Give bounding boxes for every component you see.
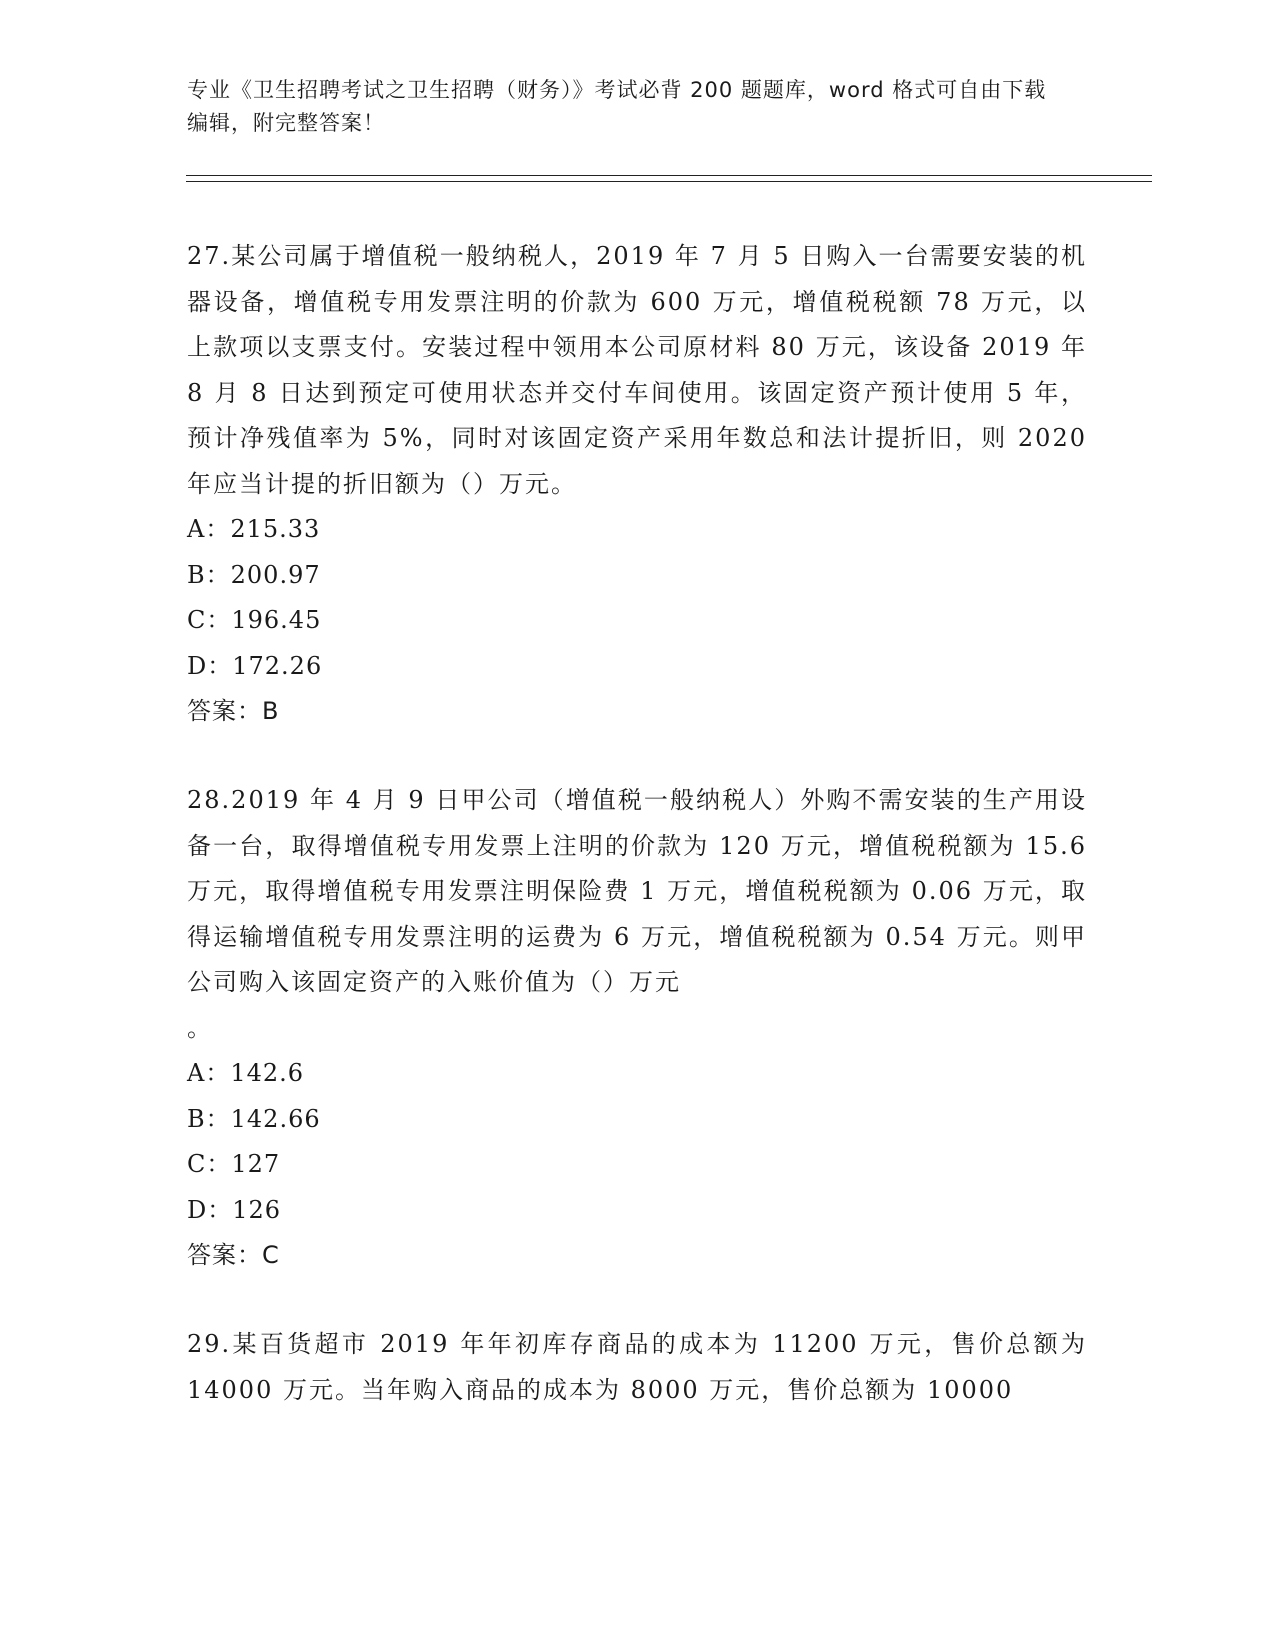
option-list (187, 1051, 1087, 1233)
question-stem-tail: 。 (187, 1013, 213, 1042)
option-b: B：200.97 (187, 560, 321, 589)
document-header: 专业《卫生招聘考试之卫生招聘（财务）》考试必背 200 题题库，word 格式可自由下载编辑，附完整答案！ (187, 78, 1047, 135)
question-stem (187, 778, 1087, 1051)
question-stem: 29.某百货超市 2019 年年初库存商品的成本为 11200 万元，售价总额为 14000 万元。当年购入商品的成本为 8000 万元，售价总额为 10000 (187, 1330, 1087, 1404)
option-d: D：126 (187, 1195, 282, 1224)
option-c: C：127 (187, 1150, 281, 1178)
answer-line: 答案：C (187, 1241, 280, 1269)
option-d: D：172.26 (187, 651, 323, 680)
option-b: B：142.66 (187, 1104, 321, 1133)
header-divider-bottom (186, 181, 1152, 182)
option-c: C：196.45 (187, 606, 322, 634)
question-stem-text: 28.2019 年 4 月 9 日甲公司（增值税一般纳税人）外购不需安装的生产用设备一台，取得增值税专用发票上注明的价款为 120 万元，增值税税额为 15.6 万元，取得增值税专用发票注明保险费 1 万元，增值税税额为 0.06 万元，取得运输增值税专用发票注明的运费为 6 万元，增值税税额为 0.54 万元。则甲公司购入该固定资产的入账价值为（）万元 (187, 786, 1087, 996)
option-a: A：215.33 (187, 515, 321, 543)
answer-line: 答案：B (187, 697, 280, 725)
option-a: A：142.6 (187, 1059, 305, 1087)
option-list (187, 507, 1087, 689)
question-27 (187, 234, 1087, 735)
question-stem: 27.某公司属于增值税一般纳税人，2019 年 7 月 5 日购入一台需要安装的机器设备，增值税专用发票注明的价款为 600 万元，增值税税额 78 万元，以上款项以支票支付。安装过程中领用本公司原材料 80 万元，该设备 2019 年 8 月 8 日达到预定可使用状态并交付车间使用。该固定资产预计使用 5 年，预计净残值率为 5%，同时对该固定资产采用年数总和法计提折旧，则 2020 年应当计提的折旧额为（）万元。 (187, 242, 1087, 498)
question-29 (187, 1322, 1087, 1413)
header-divider-top (186, 175, 1152, 176)
question-28 (187, 778, 1087, 1279)
